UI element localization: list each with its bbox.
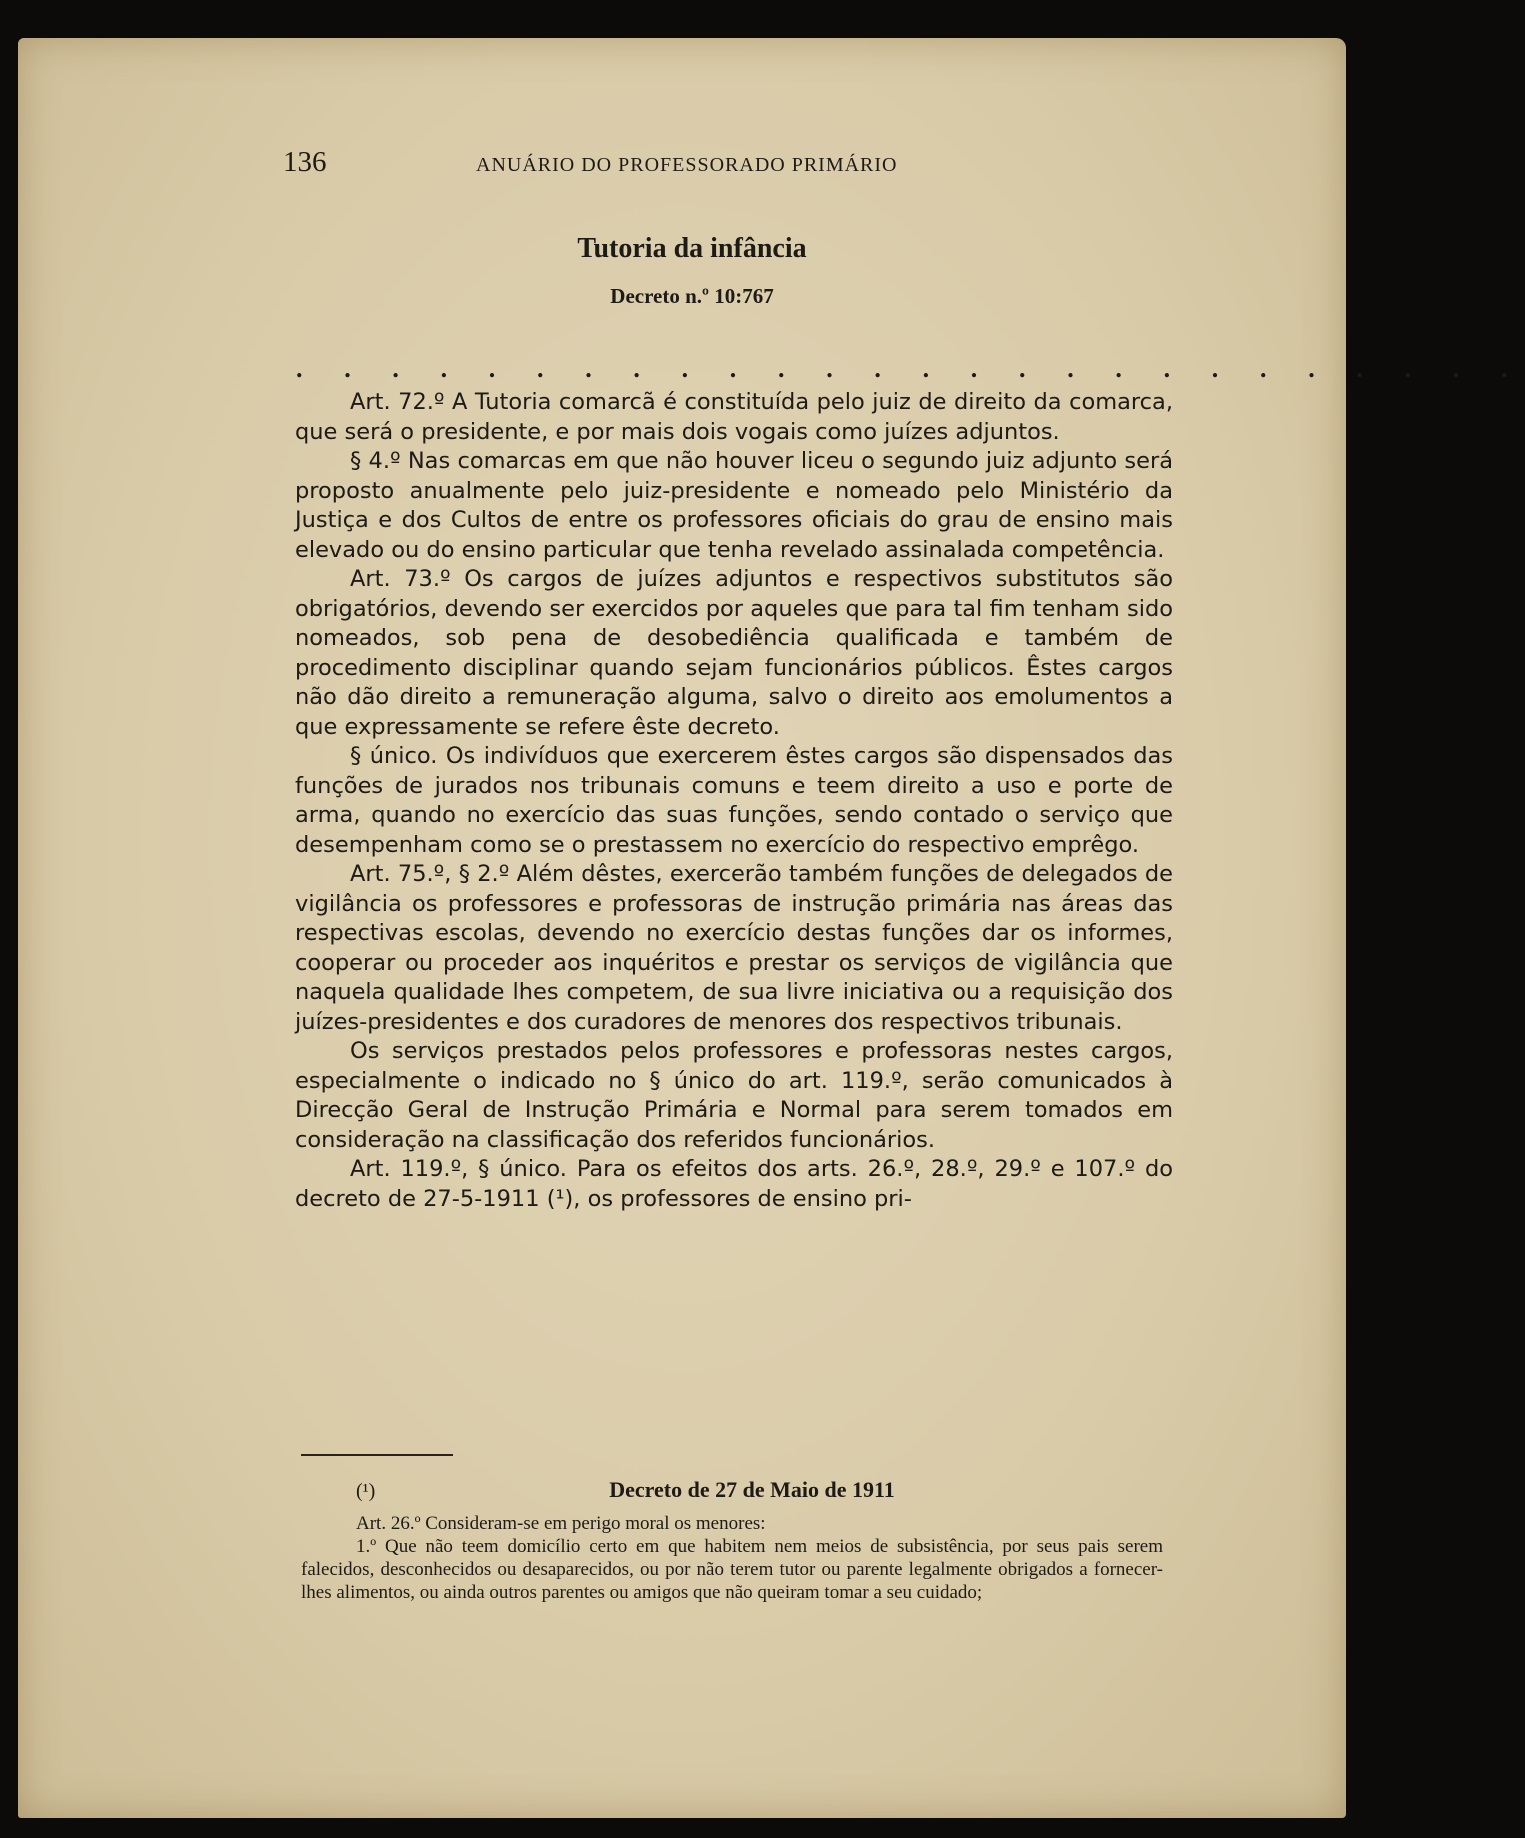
footnote-line: 1.º Que não teem domicílio certo em que habitem nem meios de subsistência, por seus pais serem falecidos, desconhecidos ou desaparecidos, ou por não terem tutor ou parente legalmente obrigados a fornecer-lhes alimentos, ou ainda outros parentes ou amigos que não queiram tomar a seu cuidado; [301,1536,1163,1603]
section-title: Tutoria da infância [577,233,807,264]
paragraph-par-4: § 4.º Nas comarcas em que não houver liceu o segundo juiz adjunto será proposto anualmente pelo juiz-presidente e nomeado pelo Ministério da Justiça e dos Cultos de entre os professores oficiais do grau de ensino mais elevado ou do ensino particular que tenha revelado assinalada competência. [295,448,1173,563]
omission-dots: . . . . . . . . . . . . . . . . . . . . . . . . . . [296,354,1525,383]
paragraph-art-75: Art. 75.º, § 2.º Além dêstes, exercerão também funções de delegados de vigilância os professores e professoras de instrução primária nas áreas das respectivas escolas, devendo no exercício destas funções dar os informes, cooperar ou proceder aos inquéritos e prestar os serviços de vigilância que naquela qualidade lhes competem, de sua livre iniciativa ou a requisição dos juízes-presidentes e dos curadores de menores dos respectivos tribunais. [295,861,1173,1035]
footnote [301,1478,1163,1604]
footnote-mark: (¹) [356,1480,376,1502]
page-number: 136 [283,146,327,178]
footnote-line: Art. 26.º Consideram-se em perigo moral os menores: [356,1513,766,1534]
paragraph-par-unico: § único. Os indivíduos que exercerem êstes cargos são dispensados das funções de jurados nos tribunais comuns e teem direito a uso e porte de arma, quando no exercício das suas funções, sendo contado o serviço que desempenham como se o prestassem no exercício do respectivo emprêgo. [295,743,1173,858]
paragraph-art-119: Art. 119.º, § único. Para os efeitos dos arts. 26.º, 28.º, 29.º e 107.º do decreto de 27-5-1911 (¹), os professores de ensino pri- [295,1156,1173,1212]
scanned-page [18,38,1525,1818]
decree-reference: Decreto n.º 10:767 [610,284,774,308]
footnote-heading [301,1478,1163,1512]
paragraph-servicos: Os serviços prestados pelos professores e professoras nestes cargos, especialmente o indicado no § único do art. 119.º, serão comunicados à Direcção Geral de Instrução Primária e Normal para serem tomados em consideração na classificação dos referidos funcionários. [295,1038,1173,1153]
footnote-title: Decreto de 27 de Maio de 1911 [609,1477,895,1502]
footnote-divider [301,1454,453,1456]
paragraph-art-73: Art. 73.º Os cargos de juízes adjuntos e respectivos substitutos são obrigatórios, devendo ser exercidos por aqueles que para tal fim tenham sido nomeados, sob pena de desobediência qualificada e também de procedimento disciplinar quando sejam funcionários públicos. Êstes cargos não dão direito a remuneração alguma, salvo o direito aos emolumentos a que expressamente se refere êste decreto. [295,566,1173,740]
running-title: ANUÁRIO DO PROFESSORADO PRIMÁRIO [476,154,898,176]
paragraph-art-72: Art. 72.º A Tutoria comarcã é constituída pelo juiz de direito da comarca, que será o presidente, e por mais dois vogais como juízes adjuntos. [295,389,1173,445]
body-text [295,388,1173,1214]
